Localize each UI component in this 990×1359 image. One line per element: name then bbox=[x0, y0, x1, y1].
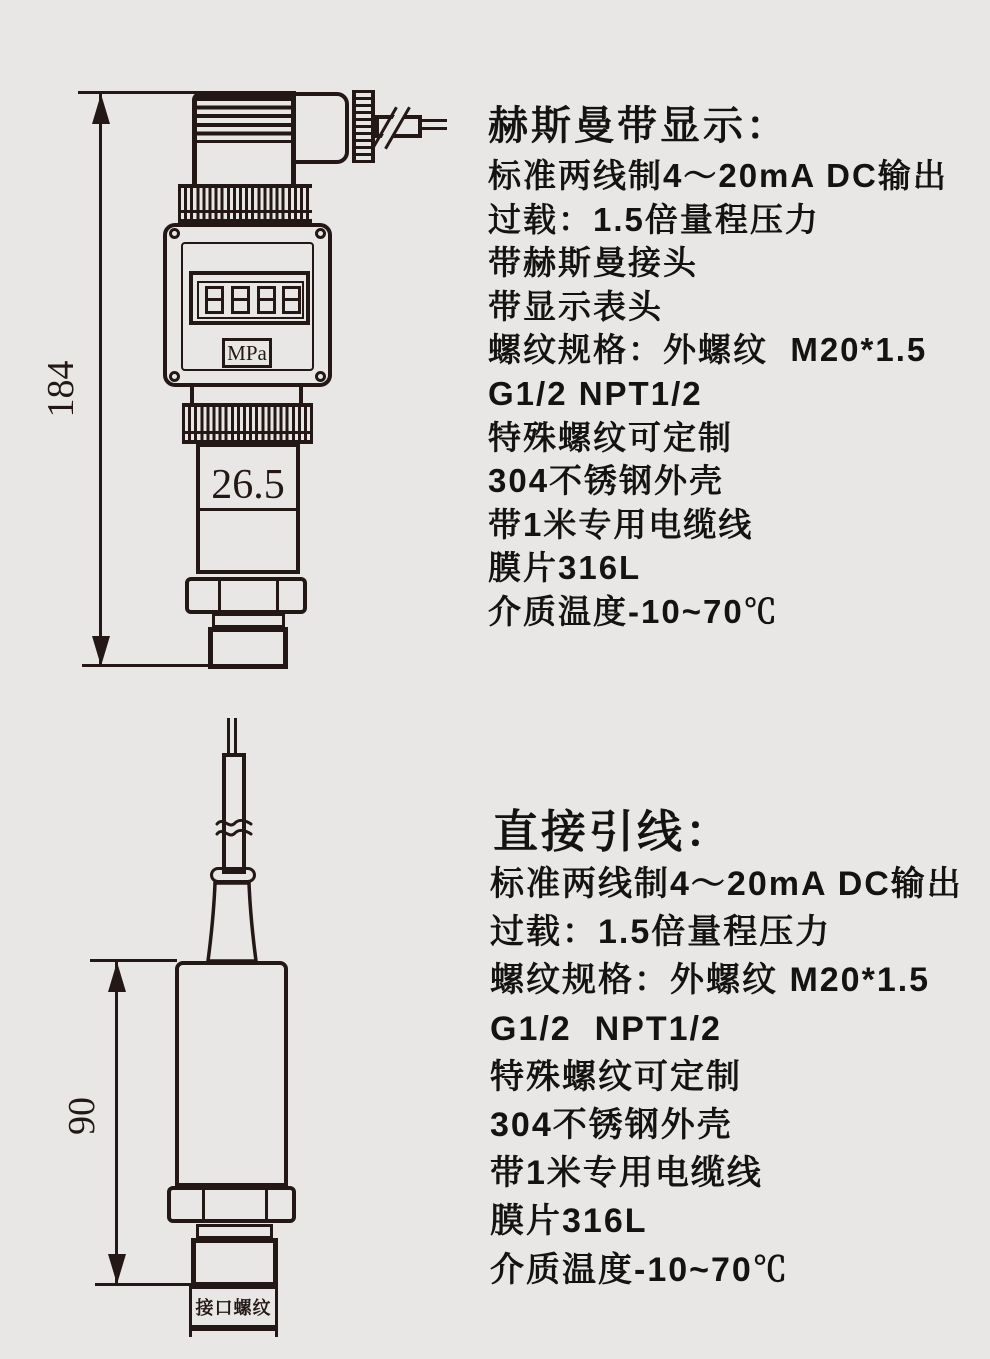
spec-bottom-lines bbox=[490, 860, 963, 1294]
thread-label: 接口螺纹 bbox=[195, 1298, 272, 1318]
spec-top-line: 带赫斯曼接头 bbox=[488, 244, 698, 282]
dim-top-line bbox=[99, 93, 102, 667]
knurled-ring-lower bbox=[182, 403, 313, 444]
spec-top-line: 带1米专用电缆线 bbox=[488, 505, 754, 543]
knurl-mid-line bbox=[182, 431, 313, 434]
spec-top-line: 标准两线制4～20mA DC输出 bbox=[488, 157, 948, 194]
thread-label-box bbox=[189, 1286, 278, 1331]
dim-top-arrow-up-icon bbox=[92, 94, 110, 124]
cable-gland-nut bbox=[352, 90, 375, 163]
spec-bottom-line: 特殊螺纹可定制 bbox=[490, 1057, 742, 1096]
hirschmann-connector-head bbox=[294, 92, 349, 164]
spec-bottom-line: 带1米专用电缆线 bbox=[490, 1154, 763, 1193]
screw-icon-tl bbox=[169, 228, 180, 239]
lead-wire-1 bbox=[227, 718, 230, 755]
spec-top-line: 过载：1.5倍量程压力 bbox=[488, 200, 820, 238]
spec-bottom-title: 直接引线： bbox=[493, 806, 734, 857]
thread-stub bbox=[208, 627, 288, 669]
lcd-digit-1 bbox=[205, 286, 224, 314]
label-box-foot-right bbox=[275, 1331, 278, 1337]
neck-right-edge bbox=[299, 387, 303, 404]
hex-facet-line bbox=[218, 581, 221, 610]
lcd-digit-2 bbox=[231, 286, 250, 314]
hirschmann-lamination bbox=[197, 97, 291, 143]
transmitter-body bbox=[175, 961, 288, 1187]
body-divider-line bbox=[200, 508, 296, 511]
spec-bottom-line: 304不锈钢外壳 bbox=[490, 1106, 733, 1145]
wire-line-lower bbox=[421, 127, 447, 130]
label-box-foot-left bbox=[189, 1331, 192, 1337]
spec-top-line: G1/2 NPT1/2 bbox=[488, 374, 703, 412]
strain-relief-boot bbox=[203, 881, 261, 963]
spec-top-line: 特殊螺纹可定制 bbox=[488, 418, 733, 456]
spec-top-line: 膜片316L bbox=[488, 549, 642, 587]
spec-top-line: 介质温度-10~70℃ bbox=[488, 592, 779, 630]
spec-top-lines bbox=[488, 154, 948, 634]
dim-top-arrow-down-icon bbox=[92, 636, 110, 666]
screw-icon-tr bbox=[315, 228, 326, 239]
spec-bottom-line: 介质温度-10~70℃ bbox=[490, 1250, 789, 1289]
spec-bottom-line: 过载：1.5倍量程压力 bbox=[490, 913, 832, 952]
spec-bottom-line: 膜片316L bbox=[490, 1202, 648, 1241]
hex-facet-line bbox=[276, 581, 279, 610]
dim-bot-tick-upper bbox=[90, 959, 177, 962]
body-diameter-label: 26.5 bbox=[211, 462, 285, 508]
thread-step bbox=[212, 613, 285, 628]
screw-icon-br bbox=[315, 371, 326, 382]
thread-stub bbox=[191, 1238, 278, 1287]
spec-bottom-line: 螺纹规格：外螺纹 M20*1.5 bbox=[490, 961, 931, 1000]
cable-break-wave-icon bbox=[212, 814, 256, 842]
knurl-mid-line bbox=[178, 210, 312, 213]
dim-bot-tick-lower bbox=[95, 1283, 192, 1286]
dim-bot-arrow-up-icon bbox=[108, 962, 126, 992]
neck-left-edge bbox=[190, 387, 194, 404]
dim-bot-line bbox=[115, 961, 118, 1286]
unit-plate: MPa bbox=[222, 338, 272, 368]
dim-bot-arrow-down-icon bbox=[108, 1254, 126, 1284]
spec-top-line: 螺纹规格：外螺纹 M20*1.5 bbox=[488, 331, 928, 369]
hex-facet-line bbox=[265, 1190, 268, 1219]
knurled-ring-upper bbox=[178, 184, 312, 223]
wire-line-upper bbox=[421, 119, 447, 122]
hirschmann-connector-body bbox=[192, 92, 296, 184]
lcd-digit-3 bbox=[257, 286, 276, 314]
spec-top-line: 带显示表头 bbox=[488, 287, 663, 325]
lead-wire-2 bbox=[234, 718, 237, 755]
hex-facet-line bbox=[202, 1190, 205, 1219]
dim-bot-label: 90 bbox=[61, 1097, 103, 1135]
sensor-body bbox=[196, 443, 300, 574]
screw-icon-bl bbox=[169, 371, 180, 382]
spec-bottom-line: G1/2 NPT1/2 bbox=[490, 1009, 722, 1048]
lcd-digit-4 bbox=[282, 286, 301, 314]
thread-step bbox=[196, 1224, 273, 1239]
hex-nut bbox=[185, 577, 307, 614]
hex-nut bbox=[167, 1186, 296, 1223]
dim-top-label: 184 bbox=[40, 360, 82, 418]
spec-bottom-line: 标准两线制4～20mA DC输出 bbox=[490, 865, 963, 903]
spec-top-line: 304不锈钢外壳 bbox=[488, 462, 725, 500]
spec-top-title: 赫斯曼带显示： bbox=[488, 104, 789, 148]
